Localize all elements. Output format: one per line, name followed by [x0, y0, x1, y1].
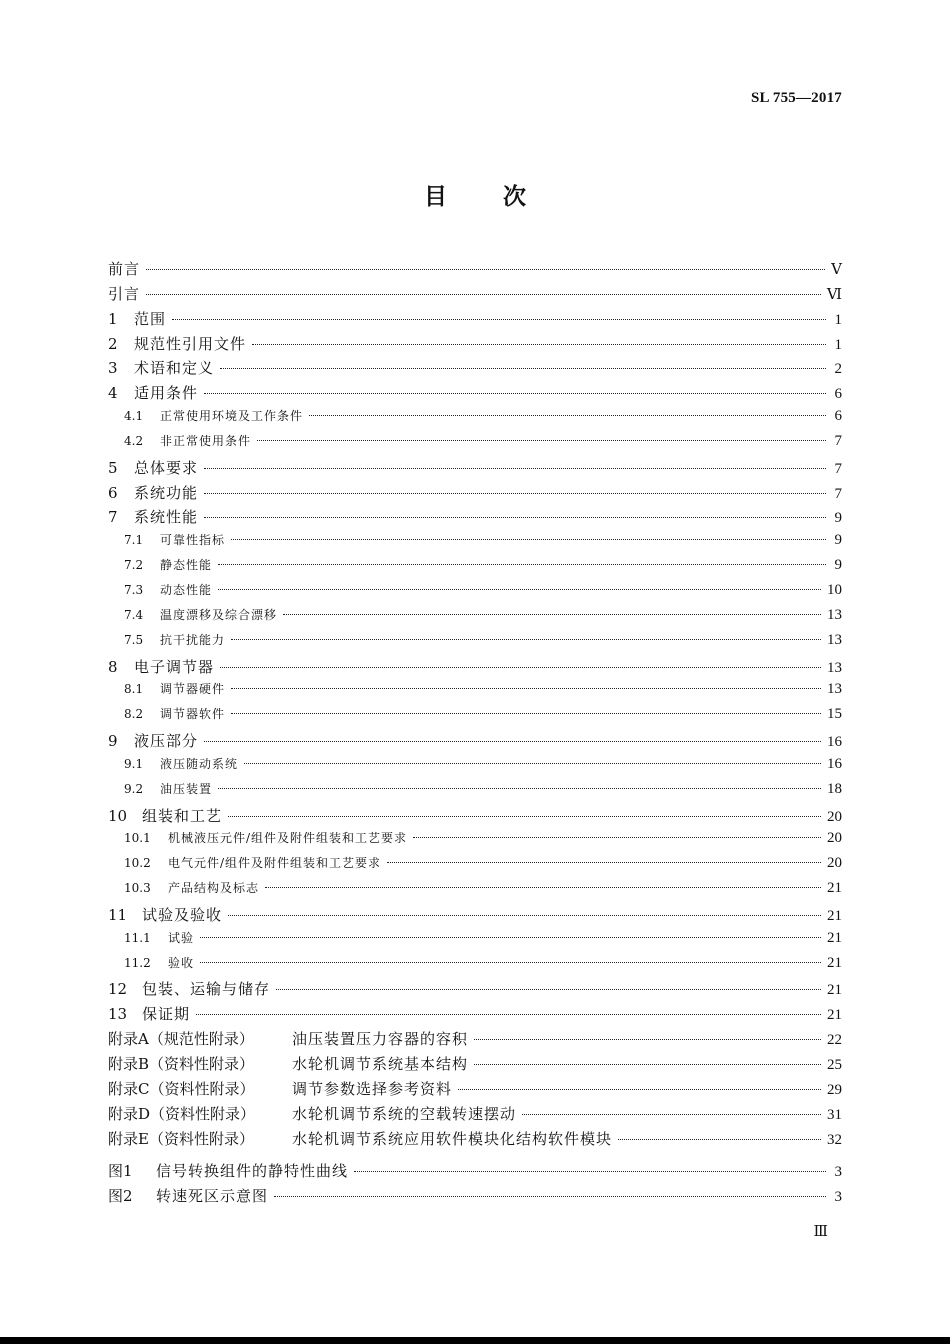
toc-page-number: 29: [827, 1081, 842, 1098]
toc-number: 9: [108, 732, 118, 751]
dot-leader: [474, 1064, 821, 1065]
toc-page-number: 1: [834, 336, 842, 353]
toc-entry[interactable]: [108, 357, 842, 382]
toc-label: 机械液压元件/组件及附件组装和工艺要求: [168, 831, 408, 846]
toc-label: 水轮机调节系统的空载转速摆动: [292, 1104, 517, 1123]
toc-page-number: 32: [827, 1131, 842, 1148]
toc-page-number: 13: [827, 681, 842, 698]
dot-leader: [204, 393, 826, 394]
toc-page-number: 9: [834, 557, 842, 574]
dot-leader: [228, 816, 821, 817]
bottom-border: [0, 1337, 950, 1344]
toc-label: 验收: [168, 955, 195, 970]
toc-label: 油压装置: [160, 781, 213, 796]
toc-entry[interactable]: [108, 904, 842, 929]
dot-leader: [146, 269, 825, 270]
toc-number: 附录C（资料性附录）: [108, 1079, 255, 1098]
toc-label: 总体要求: [134, 458, 199, 477]
toc-number: 6: [108, 483, 118, 502]
toc-subentry[interactable]: [108, 631, 842, 656]
figure-label: 转速死区示意图: [156, 1187, 269, 1206]
dot-leader: [220, 368, 826, 369]
toc-page-number: 13: [827, 659, 842, 676]
toc-label: 电子调节器: [134, 657, 215, 676]
toc-number: 7.5: [124, 632, 144, 647]
dot-leader: [200, 962, 821, 963]
dot-leader: [220, 667, 821, 668]
toc-label: 调节器软件: [160, 707, 226, 722]
dot-leader: [218, 788, 821, 789]
toc-number: 8.1: [124, 682, 144, 697]
toc-subentry[interactable]: [108, 854, 842, 879]
toc-entry[interactable]: [108, 1078, 842, 1103]
toc-page-number: 20: [827, 855, 842, 872]
document-code: SL 755—2017: [751, 90, 842, 106]
figure-number: 图2: [108, 1187, 133, 1206]
toc-page-number: 21: [827, 929, 842, 946]
toc-number: 11.2: [124, 955, 151, 970]
toc-entry[interactable]: [108, 730, 842, 755]
toc-page-number: 9: [834, 532, 842, 549]
dot-leader: [413, 837, 821, 838]
toc-entry[interactable]: [108, 308, 842, 333]
toc-subentry[interactable]: [108, 829, 842, 854]
toc-page-number: 3: [834, 1189, 842, 1206]
figure-label: 信号转换组件的静特性曲线: [156, 1162, 349, 1181]
toc-number: 4: [108, 384, 118, 403]
dot-leader: [618, 1139, 821, 1140]
dot-leader: [204, 517, 826, 518]
toc-page-number: 20: [827, 830, 842, 847]
toc-page-number: 6: [834, 386, 842, 403]
toc-number: 10: [108, 806, 128, 825]
toc-label: 液压部分: [134, 732, 199, 751]
toc-entry[interactable]: [108, 1103, 842, 1128]
toc-label: 液压随动系统: [160, 756, 239, 771]
toc-label: 系统功能: [134, 483, 199, 502]
toc-label: 温度漂移及综合漂移: [160, 607, 278, 622]
toc-entry[interactable]: [108, 805, 842, 830]
dot-leader: [218, 589, 821, 590]
toc-number: 10.2: [124, 856, 151, 871]
dot-leader: [204, 493, 826, 494]
toc-number: 5: [108, 458, 118, 477]
toc-label: 引言: [108, 284, 141, 303]
toc-page-number: 21: [827, 1007, 842, 1024]
toc-subentry[interactable]: [108, 556, 842, 581]
dot-leader: [252, 344, 826, 345]
toc-entry[interactable]: [108, 382, 842, 407]
dot-leader: [276, 989, 821, 990]
toc-page-number: 15: [827, 706, 842, 723]
dot-leader: [257, 440, 826, 441]
toc-page-number: 13: [827, 606, 842, 623]
toc-label: 非正常使用条件: [160, 433, 252, 448]
toc-number: 7.4: [124, 607, 144, 622]
toc-label: 油压装置压力容器的容积: [292, 1030, 469, 1049]
toc-page-number: 16: [827, 755, 842, 772]
toc-label: 产品结构及标志: [168, 881, 260, 896]
dot-leader: [387, 862, 821, 863]
toc-subentry[interactable]: [108, 606, 842, 631]
toc-label: 试验: [168, 930, 195, 945]
page-title: 目次: [424, 183, 582, 210]
toc-label: 试验及验收: [142, 905, 223, 924]
dot-leader: [522, 1114, 821, 1115]
toc-subentry[interactable]: [108, 879, 842, 904]
toc-number: 8.2: [124, 707, 144, 722]
toc-entry[interactable]: [108, 656, 842, 681]
dot-leader: [458, 1089, 821, 1090]
toc-label: 可靠性指标: [160, 533, 226, 548]
toc-number: 附录D（资料性附录）: [108, 1104, 256, 1123]
dot-leader: [231, 639, 821, 640]
toc-label: 动态性能: [160, 582, 213, 597]
toc-number: 7.3: [124, 582, 144, 597]
toc-number: 2: [108, 334, 118, 353]
dot-leader: [354, 1171, 826, 1172]
table-of-contents: [108, 258, 842, 1210]
toc-number: 4.1: [124, 409, 144, 424]
toc-label: 抗干扰能力: [160, 632, 226, 647]
toc-subentry[interactable]: [108, 780, 842, 805]
toc-page-number: 18: [827, 780, 842, 797]
toc-number: 7.1: [124, 533, 144, 548]
toc-label: 范围: [134, 309, 167, 328]
page-number: Ⅲ: [813, 1224, 828, 1240]
toc-number: 4.2: [124, 433, 144, 448]
toc-page-number: Ⅵ: [826, 286, 842, 303]
toc-page-number: 25: [827, 1057, 842, 1073]
toc-subentry[interactable]: [108, 680, 842, 705]
toc-page-number: 10: [827, 581, 842, 598]
toc-subentry[interactable]: [108, 432, 842, 457]
toc-entry[interactable]: [108, 506, 842, 531]
toc-page-number: 7: [834, 460, 842, 477]
toc-page-number: 21: [827, 880, 842, 897]
toc-label: 正常使用环境及工作条件: [160, 409, 304, 424]
toc-number: 11.1: [124, 930, 151, 945]
toc-subentry[interactable]: [108, 531, 842, 556]
toc-entry[interactable]: [108, 283, 842, 308]
toc-page-number: 7: [834, 485, 842, 502]
figure-entry[interactable]: [108, 1160, 842, 1185]
toc-entry[interactable]: [108, 1003, 842, 1028]
toc-number: 9.2: [124, 781, 144, 796]
toc-page-number: 16: [827, 734, 842, 751]
toc-label: 术语和定义: [134, 359, 215, 378]
toc-page-number: 2: [834, 361, 842, 378]
toc-page-number: 7: [834, 432, 842, 449]
dot-leader: [228, 915, 821, 916]
toc-number: 10.3: [124, 881, 151, 896]
toc-number: 10.1: [124, 831, 151, 846]
toc-number: 附录B（资料性附录）: [108, 1055, 255, 1073]
toc-page-number: 21: [827, 982, 842, 999]
toc-subentry[interactable]: [108, 407, 842, 432]
toc-entry[interactable]: [108, 333, 842, 358]
toc-number: 1: [108, 309, 118, 328]
toc-label: 静态性能: [160, 558, 213, 573]
dot-leader: [474, 1039, 821, 1040]
toc-entry[interactable]: [108, 978, 842, 1003]
toc-subentry[interactable]: [108, 929, 842, 954]
dot-leader: [231, 713, 821, 714]
toc-number: 3: [108, 359, 118, 378]
figure-entry[interactable]: [108, 1185, 842, 1210]
dot-leader: [244, 763, 821, 764]
dot-leader: [204, 468, 826, 469]
toc-number: 8: [108, 657, 118, 676]
toc-page-number: 31: [827, 1106, 842, 1123]
toc-page-number: 21: [827, 907, 842, 924]
toc-page-number: 21: [827, 954, 842, 971]
toc-page-number: 1: [834, 311, 842, 328]
toc-label: 包装、运输与储存: [142, 980, 271, 999]
toc-label: 规范性引用文件: [134, 334, 247, 353]
dot-leader: [146, 294, 821, 295]
toc-subentry[interactable]: [108, 581, 842, 606]
dot-leader: [309, 415, 826, 416]
toc-number: 11: [108, 905, 128, 924]
toc-subentry[interactable]: [108, 954, 842, 979]
dot-leader: [283, 614, 821, 615]
dot-leader: [218, 564, 826, 565]
toc-number: 12: [108, 980, 128, 999]
toc-page-number: 3: [834, 1164, 842, 1181]
toc-entry[interactable]: [108, 1128, 842, 1153]
toc-label: 调节参数选择参考资料: [292, 1079, 453, 1098]
toc-entry[interactable]: [108, 1028, 842, 1053]
toc-number: 7.2: [124, 558, 144, 573]
toc-entry[interactable]: [108, 457, 842, 482]
toc-entry[interactable]: [108, 1053, 842, 1078]
toc-label: 水轮机调节系统基本结构: [292, 1055, 469, 1073]
toc-label: 前言: [108, 260, 141, 278]
toc-number: 7: [108, 508, 118, 527]
toc-label: 适用条件: [134, 384, 199, 403]
toc-page-number: Ⅴ: [831, 262, 842, 278]
toc-label: 系统性能: [134, 508, 199, 527]
toc-label: 组装和工艺: [142, 806, 223, 825]
dot-leader: [200, 937, 821, 938]
dot-leader: [204, 741, 821, 742]
dot-leader: [196, 1014, 821, 1015]
toc-label: 调节器硬件: [160, 682, 226, 697]
dot-leader: [265, 887, 821, 888]
toc-page-number: 9: [834, 510, 842, 527]
toc-entry[interactable]: [108, 258, 842, 283]
toc-page-number: 20: [827, 808, 842, 825]
dot-leader: [274, 1196, 826, 1197]
toc-number: 13: [108, 1005, 128, 1024]
toc-subentry[interactable]: [108, 755, 842, 780]
toc-entry[interactable]: [108, 482, 842, 507]
dot-leader: [231, 539, 826, 540]
figure-number: 图1: [108, 1162, 133, 1181]
toc-number: 附录A（规范性附录）: [108, 1030, 254, 1049]
section-gap: [108, 1152, 842, 1160]
toc-label: 保证期: [142, 1005, 191, 1024]
toc-label: 电气元件/组件及附件组装和工艺要求: [168, 856, 382, 871]
toc-page-number: 13: [827, 631, 842, 648]
dot-leader: [231, 688, 821, 689]
toc-page-number: 6: [834, 408, 842, 425]
toc-label: 水轮机调节系统应用软件模块化结构软件模块: [292, 1129, 613, 1148]
dot-leader: [172, 319, 826, 320]
toc-number: 9.1: [124, 756, 144, 771]
toc-number: 附录E（资料性附录）: [108, 1129, 254, 1148]
toc-subentry[interactable]: [108, 705, 842, 730]
toc-page-number: 22: [827, 1032, 842, 1049]
